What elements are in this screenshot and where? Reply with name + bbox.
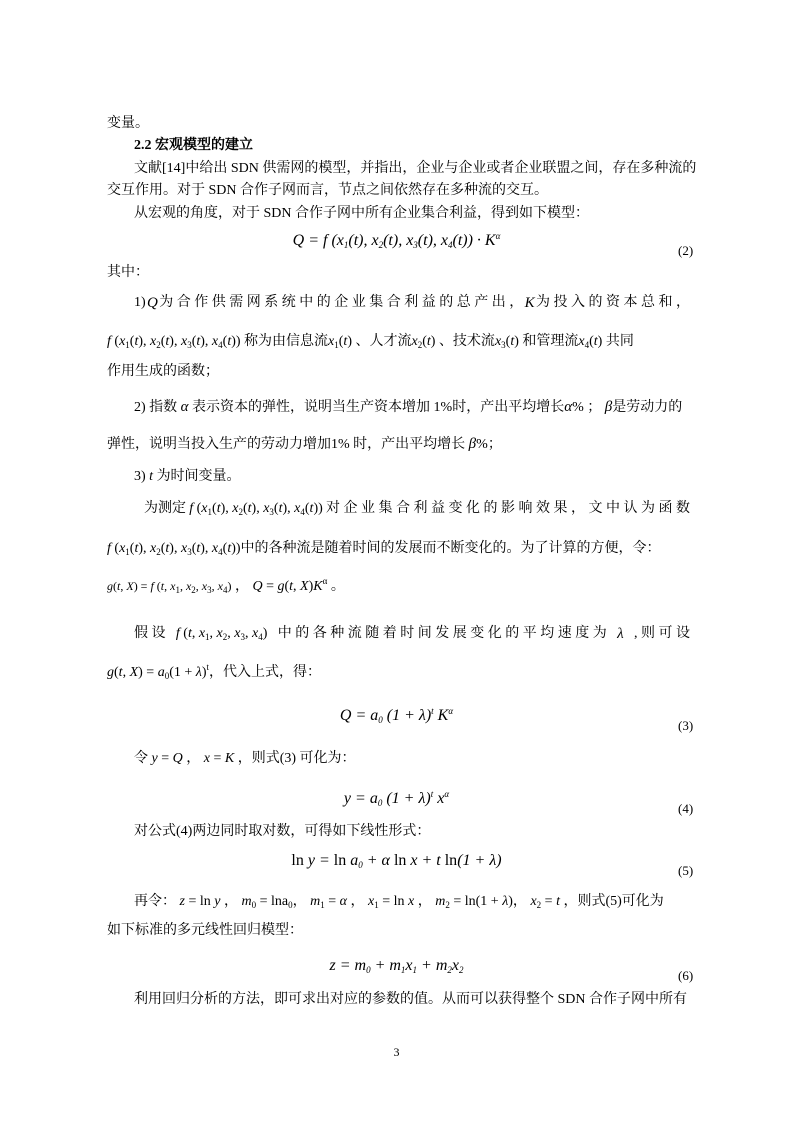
item-text: 为 合 作 供 需 网 系 统 中 的 企 业 集 合 利 益 的 总 产 出 ， (159, 295, 524, 310)
paragraph-line: g(t, X) = f (t, $x_1$, $x_2$, $x_3$, $x_4$) ， Q = g(t, $X)K^\alpha$ 。 (107, 576, 345, 595)
paragraph-line: 文献[14]中给出 SDN 供需网的模型，并指出，企业与企业或者企业联盟之间，存在多种流的 (134, 161, 697, 176)
paragraph-line: 利用回归分析的方法，即可求出对应的参数的值。从而可以获得整个 SDN 合作子网中所有 (134, 992, 688, 1007)
paragraph-line: 假 设 f (t, $x_1$, $x_2$, $x_3$, $x_4$) 中 的 各 种 流 随 着 时 间 发 展 变 化 的 平 均 速 度 为 λ , 则 可 设 (134, 626, 690, 642)
equation-2: Q = f ($x_1(t)$, $x_2(t)$, $x_3(t)$, $x_4(t)) \cdot K^\alpha$ (292, 231, 501, 250)
equation-3: $Q = a_0$ $(1 + \lambda)^t$ $K^\alpha$ (339, 706, 454, 725)
equation-number: (5) (678, 863, 694, 878)
equation-6: $z = m_0 + m_1x_1 + m_2x_2$ (329, 957, 464, 975)
page-number: 3 (393, 1045, 400, 1059)
text-line: 其中： (107, 265, 149, 280)
list-item-1-line3: 作用生成的函数； (107, 364, 219, 379)
paragraph-line: 从宏观的角度，对于 SDN 合作子网中所有企业集合利益，得到如下模型： (134, 206, 590, 221)
list-item-2-line1: 2) 指数 α 表示资本的弹性，说明当生产资本增加 1%时，产出平均增长α% ； β是劳动力的 (134, 399, 683, 415)
equation-5: $\ln y = \ln a_0 + \alpha$ ln x + t ln(1 + λ) (291, 852, 502, 870)
paragraph-line: 如下标准的多元线性回归模型： (107, 923, 303, 938)
equation-number: (4) (678, 801, 694, 816)
list-item-2-line2: 弹性，说明当投入生产的劳动力增加1% 时，产出平均增长 β%； (107, 436, 502, 452)
paragraph-line: 交互作用。对于 SDN 合作子网而言，节点之间依然存在多种流的交互。 (107, 183, 549, 198)
equation-4: $y = a_0$ $(1 + \lambda)^t$ $x^\alpha$ (343, 789, 450, 808)
item-number: 1) (134, 295, 146, 310)
paragraph-line: g(t, $X) = a_0(1 + \lambda)^t$，代入上式，得： (107, 662, 322, 681)
math-symbol: K (524, 295, 535, 311)
list-item-1-line2: f ($x_1(t)$, $x_2(t)$, $x_3(t)$, $x_4(t)$) 称为由信息流$x_1(t)$ 、人才流$x_2(t)$ 、技术流$x_3(t)$ 和管理流$x_4(t)$ 共同 (107, 334, 634, 350)
equation-number: (2) (678, 243, 694, 258)
section-heading: 2.2 宏观模型的建立 (134, 138, 253, 153)
equation-number: (3) (678, 718, 694, 733)
paragraph-line: 再令： z = ln y ， $m_0 = \ln a_0$， $m_1 = \alpha$ ， $x_1 = \ln x$ ， $m_2 = \ln(1 + \lambda)$， $x_2 = t$ ，则式(5)可化为 (134, 894, 664, 910)
item-text: 为 投 入 的 资 本 总 和 ， (535, 295, 690, 310)
list-item-3: 3) t 为时间变量。 (134, 469, 241, 484)
text-line: 变量。 (107, 116, 149, 131)
equation-number: (6) (678, 968, 694, 983)
paragraph-line: 令 y = Q ， x = K ，则式(3) 可化为： (134, 751, 356, 766)
list-item-1-line1 (134, 296, 690, 311)
math-symbol: Q (147, 295, 158, 311)
paragraph-line: 对公式(4)两边同时取对数，可得如下线性形式： (134, 824, 431, 839)
paragraph-line: f ($x_1(t)$, $x_2(t)$, $x_3(t)$, $x_4(t)$)中的各种流是随着时间的发展而不断变化的。为了计算的方便，令： (107, 541, 661, 557)
paragraph-line: 为测定 f ($x_1(t)$, $x_2(t)$, $x_3(t)$, $x_4(t)$) 对 企 业 集 合 利 益 变 化 的 影 响 效 果 ， 文 中 认 为 函 数 (144, 501, 690, 517)
